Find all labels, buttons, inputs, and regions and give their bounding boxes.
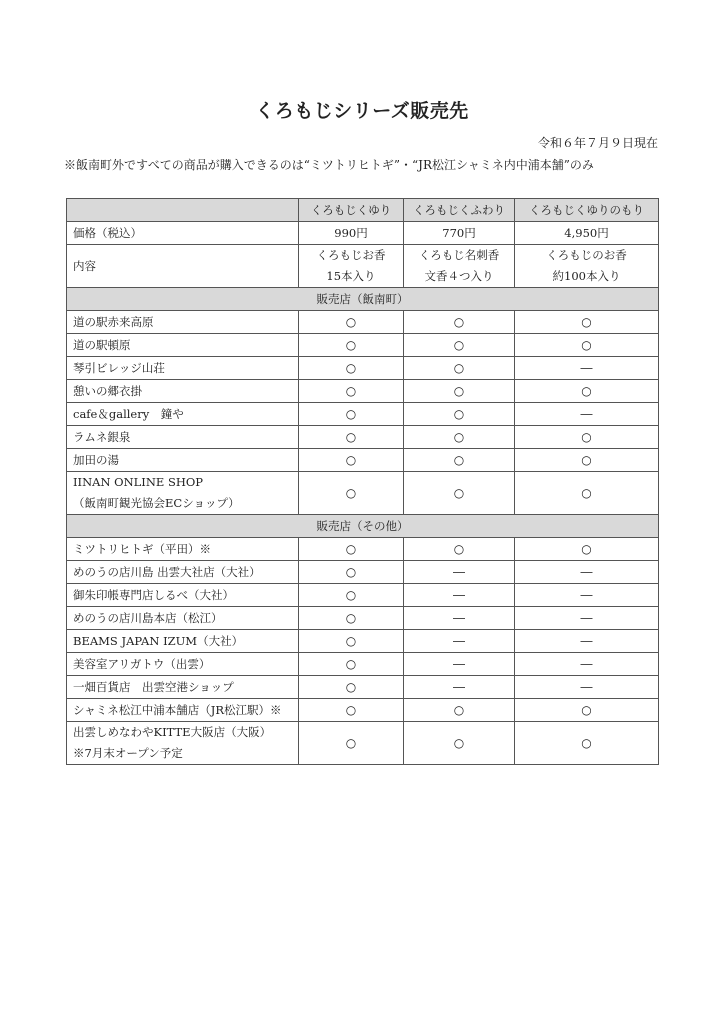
store-row	[67, 472, 659, 515]
price-1: 990円	[299, 222, 404, 245]
content-2	[404, 245, 515, 288]
store-name-cell: 憩いの郷衣掛	[67, 380, 299, 403]
content-3	[515, 245, 659, 288]
availability-mark: ○	[299, 403, 404, 426]
availability-mark: ○	[299, 449, 404, 472]
store-name-line2: （飯南町観光協会ECショップ）	[73, 496, 240, 510]
availability-mark: ○	[515, 380, 659, 403]
price-3: 4,950円	[515, 222, 659, 245]
page-title: くろもじシリーズ販売先	[255, 100, 469, 122]
store-name-cell: 琴引ビレッジ山荘	[67, 357, 299, 380]
store-name-cell: 道の駅頓原	[67, 334, 299, 357]
store-row	[67, 584, 659, 607]
availability-mark: ○	[404, 538, 515, 561]
availability-mark: ○	[515, 699, 659, 722]
store-name-cell: めのうの店川島 出雲大社店（大社）	[67, 561, 299, 584]
availability-mark: ○	[404, 426, 515, 449]
availability-mark: ○	[299, 653, 404, 676]
section-iinan-header-row	[67, 288, 659, 311]
availability-mark: ○	[515, 311, 659, 334]
price-row	[67, 222, 659, 245]
store-row	[67, 311, 659, 334]
content-1-line1: くろもじお香	[316, 248, 386, 262]
content-row	[67, 245, 659, 288]
product-name-1: くろもじくゆり	[299, 199, 404, 222]
availability-mark: ―	[515, 357, 659, 380]
store-row	[67, 426, 659, 449]
store-row	[67, 380, 659, 403]
availability-mark: ○	[404, 311, 515, 334]
content-3-line1: くろもじのお香	[546, 248, 627, 262]
store-row	[67, 357, 659, 380]
content-1-line2: 15本入り	[326, 269, 376, 283]
store-row	[67, 676, 659, 699]
availability-mark: ―	[515, 676, 659, 699]
store-name-cell	[67, 722, 299, 765]
availability-mark: ○	[404, 722, 515, 765]
availability-mark: ○	[299, 380, 404, 403]
store-row	[67, 653, 659, 676]
availability-mark: ○	[515, 538, 659, 561]
availability-mark: ○	[299, 607, 404, 630]
store-name-cell: 美容室アリガトウ（出雲）	[67, 653, 299, 676]
availability-mark: ○	[299, 561, 404, 584]
header-row	[67, 199, 659, 222]
availability-mark: ―	[404, 630, 515, 653]
availability-mark: ○	[299, 472, 404, 515]
availability-mark: ○	[404, 403, 515, 426]
availability-mark: ―	[404, 584, 515, 607]
store-row	[67, 722, 659, 765]
store-row	[67, 449, 659, 472]
store-row	[67, 403, 659, 426]
store-name-cell: 御朱印帳専門店しるべ（大社）	[67, 584, 299, 607]
availability-mark: ―	[515, 607, 659, 630]
availability-mark: ○	[404, 380, 515, 403]
availability-mark: ○	[299, 630, 404, 653]
content-2-line2: 文香４つ入り	[424, 269, 494, 283]
content-label: 内容	[67, 245, 299, 288]
availability-mark: ―	[515, 403, 659, 426]
store-name-cell: cafe＆gallery 鐘や	[67, 403, 299, 426]
availability-mark: ○	[299, 311, 404, 334]
availability-mark: ―	[404, 607, 515, 630]
as-of-date: 令和６年７月９日現在	[537, 136, 658, 150]
store-row	[67, 334, 659, 357]
store-name-cell	[67, 472, 299, 515]
availability-mark: ○	[299, 426, 404, 449]
availability-mark: ○	[404, 699, 515, 722]
availability-mark: ○	[515, 472, 659, 515]
store-row	[67, 630, 659, 653]
store-row	[67, 561, 659, 584]
store-name-cell: シャミネ松江中浦本舗店（JR松江駅）※	[67, 699, 299, 722]
store-name: 出雲しめなわやKITTE大阪店（大阪）	[73, 725, 272, 739]
store-name-cell: ラムネ銀泉	[67, 426, 299, 449]
availability-mark: ○	[299, 334, 404, 357]
store-name-cell: 道の駅赤来高原	[67, 311, 299, 334]
availability-mark: ○	[515, 426, 659, 449]
store-name-cell: ミツトリヒトギ（平田）※	[67, 538, 299, 561]
availability-mark: ○	[515, 334, 659, 357]
availability-note: ※飯南町外ですべての商品が購入できるのは“ミツトリヒトギ”・“JR松江シャミネ内中浦本舗”のみ	[64, 158, 594, 172]
availability-mark: ○	[515, 722, 659, 765]
availability-mark: ○	[299, 676, 404, 699]
retailer-table	[66, 198, 659, 765]
availability-mark: ○	[299, 699, 404, 722]
availability-mark: ○	[299, 357, 404, 380]
availability-mark: ―	[515, 561, 659, 584]
store-row	[67, 538, 659, 561]
section-iinan-label: 販売店（飯南町）	[67, 288, 659, 311]
availability-mark: ○	[515, 449, 659, 472]
availability-mark: ○	[404, 449, 515, 472]
store-row	[67, 699, 659, 722]
content-2-line1: くろもじ名刺香	[418, 248, 500, 262]
store-name-cell: BEAMS JAPAN IZUM（大社）	[67, 630, 299, 653]
product-name-2: くろもじくふわり	[404, 199, 515, 222]
section-other-header-row	[67, 515, 659, 538]
availability-mark: ―	[515, 630, 659, 653]
availability-mark: ―	[404, 653, 515, 676]
availability-mark: ―	[404, 561, 515, 584]
availability-mark: ○	[299, 538, 404, 561]
store-name-cell: 一畑百貨店 出雲空港ショップ	[67, 676, 299, 699]
price-2: 770円	[404, 222, 515, 245]
availability-mark: ―	[515, 653, 659, 676]
availability-mark: ○	[404, 357, 515, 380]
content-3-line2: 約100本入り	[552, 269, 621, 283]
price-label: 価格（税込）	[67, 222, 299, 245]
availability-mark: ○	[404, 334, 515, 357]
section-other-label: 販売店（その他）	[67, 515, 659, 538]
store-name-line2: ※7月末オープン予定	[73, 746, 183, 760]
availability-mark: ―	[404, 676, 515, 699]
store-name-cell: めのうの店川島本店（松江）	[67, 607, 299, 630]
availability-mark: ―	[515, 584, 659, 607]
availability-mark: ○	[404, 472, 515, 515]
header-blank	[67, 199, 299, 222]
store-name-cell: 加田の湯	[67, 449, 299, 472]
store-name: IINAN ONLINE SHOP	[73, 475, 204, 489]
store-row	[67, 607, 659, 630]
product-name-3: くろもじくゆりのもり	[515, 199, 659, 222]
content-1	[299, 245, 404, 288]
availability-mark: ○	[299, 722, 404, 765]
availability-mark: ○	[299, 584, 404, 607]
